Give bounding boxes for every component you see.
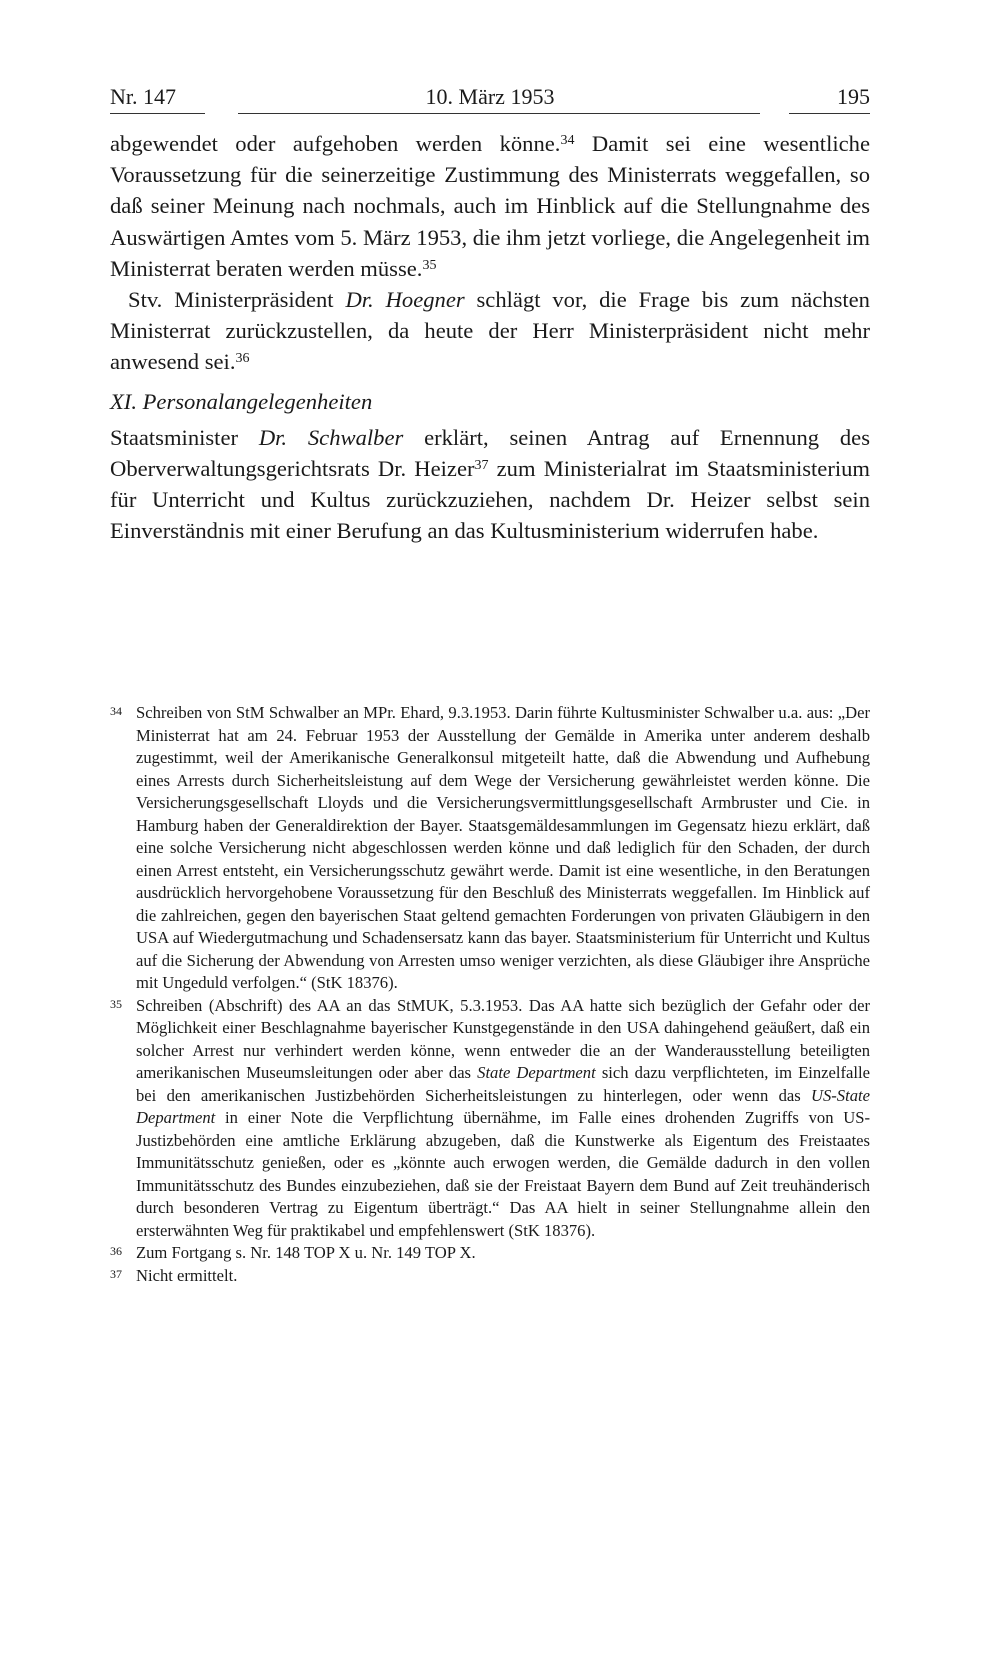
text-run: zum Ministerialrat im Staatsministerium für Unterricht und Kultus zurückzuziehen, nachdem Dr. Heizer selbst sein Einverständnis mit einer Berufung an das Kultusministerium widerrufen habe. — [110, 456, 871, 544]
footnote-text — [136, 996, 870, 1240]
text-run: abgewendet oder aufgehoben werden könne. — [110, 131, 561, 156]
footnote-number: 34 — [110, 704, 122, 718]
document-number: Nr. 147 — [110, 84, 176, 109]
footnote-number: 36 — [110, 1244, 122, 1258]
paragraph — [110, 422, 870, 547]
main-text — [110, 128, 870, 547]
footnote — [110, 1242, 870, 1265]
header-date: 10. März 1953 — [425, 84, 555, 109]
text-run: in einer Note die Verpflichtung übernähme, im Falle eines drohenden Zugriffs von US-Justizbehörden eine amtliche Erklärung abzugeben, daß die Kunstwerke als Eigentum des Freistaates Immunitätsschutz genießen, oder es „könnte auch erwogen werden, die Gemälde dadurch in den vollen Immunitätsschutz des Bundes einzubeziehen, daß sie der Freistaat Bayern dem Bund auf Zeit treuhänderisch durch besonderen Vertrag zu Eigentum überträgt.“ Das AA hielt in seiner Stellungnahme allein den ersterwähnten Weg für praktikabel und empfehlenswert (StK 18376). — [136, 1108, 870, 1240]
text-run: Staatsminister — [110, 424, 259, 450]
speaker-name: Dr. Hoegner — [345, 287, 465, 313]
speaker-name: Dr. Schwalber — [258, 424, 404, 450]
footnote-text: Schreiben von StM Schwalber an MPr. Ehard, 9.3.1953. Darin führte Kultusminister Schwalber u.a. aus: „Der Ministerrat hat am 24. Februar 1953 der Ausstellung der Gemälde in Amerika unter anderem deshalb zugestimmt, weil der Amerikanische Generalkonsul mitgeteilt hatte, daß die Abwendung und Aufhebung eines Arrests durch Sicherheitsleistung auf dem Wege der Versicherung gewährleistet werden könne. Die Versicherungsgesellschaft Lloyds und die Versicherungsvermittlungsgesellschaft Armbruster und Cie. in Hamburg haben der Generaldirektion der Bayer. Staatsgemäldesammlungen im Gegensatz hiezu erklärt, daß eine solche Versicherung nicht abgeschlossen werden könne und daß lediglich für den Schaden, der durch einen Arrest entsteht, ein Versicherungsschutz gewährt werde. Damit ist eine wesentliche, in den Beratungen ausdrücklich hervorgehobene Voraussetzung für den Beschluß des Ministerrats weggefallen. Im Hinblick auf die zahlreichen, gegen den bayerischen Staat geltend gemachten Forderungen von privaten Gläubigern in den USA auf Wiedergutmachung und Schadensersatz kann das bayer. Staatsministerium für Unterricht und Kultus auf die Sicherung der Abwendung von Arresten umso weniger verzichten, als diese Gläubiger ihre Ansprüche mit Ungeduld verfolgen.“ (StK 18376). — [136, 703, 870, 992]
footnote-number: 35 — [110, 996, 122, 1011]
text-run: erklärt, seinen Antrag auf Ernennung des Oberverwaltungsgerichtsrats Dr. Heizer — [110, 424, 870, 482]
header-rule — [110, 113, 205, 114]
italic-term: State Department — [477, 1063, 596, 1082]
footnote-ref[interactable]: 34 — [560, 133, 575, 148]
italic-term: US-State Department — [136, 1085, 870, 1127]
text-run: Schreiben (Abschrift) des AA an das StMUK, 5.3.1953. Das AA hatte sich bezüglich der Gefahr oder der Möglichkeit einer Beschlagnahme bayerischer Kunstgegenstände in den USA dahingehend geäußert, daß ein solcher Arrest nur verhindert werden könne, wenn entweder die an der Wanderausstellung beteiligten amerikanischen Museumsleitungen oder aber das — [136, 995, 870, 1082]
footnote-number: 37 — [110, 1266, 122, 1281]
footnotes — [110, 702, 870, 1287]
text-run: sich dazu verpflichteten, im Einzelfalle bei den amerikanischen Justizbehörden Sicherheitsleistungen zu hinterlegen, oder wenn das — [136, 1063, 870, 1105]
text-run: Stv. Ministerpräsident — [128, 287, 346, 313]
footnote-ref[interactable]: 35 — [422, 257, 437, 273]
footnote-text: Nicht ermittelt. — [136, 1265, 238, 1285]
text-run: schlägt vor, die Frage bis zum nächsten Ministerrat zurückzustellen, da heute der Herr Ministerpräsident nicht mehr anwesend sei. — [110, 287, 870, 375]
footnote-ref[interactable]: 37 — [474, 458, 489, 474]
header-rule — [238, 113, 760, 114]
paragraph — [110, 128, 870, 284]
text-run: Damit sei eine wesentliche Voraussetzung für die seinerzeitige Zustimmung des Ministerrats weggefallen, so daß seiner Meinung nach nochmals, auch im Hinblick auf die Stellungnahme des Auswärtigen Amtes vom 5. März 1953, die ihm jetzt vorliege, die Angelegenheit im Ministerrat beraten werden müsse. — [110, 131, 870, 281]
running-header — [110, 82, 870, 112]
footnote-ref[interactable]: 36 — [235, 351, 250, 367]
page-number: 195 — [837, 84, 870, 109]
footnote — [110, 702, 870, 995]
footnote — [110, 995, 870, 1243]
paragraph — [110, 284, 870, 378]
footnote — [110, 1265, 870, 1288]
header-rule — [789, 113, 870, 114]
footnote-text: Zum Fortgang s. Nr. 148 TOP X u. Nr. 149 TOP X. — [136, 1243, 476, 1262]
section-heading: XI. Personalangelegenheiten — [110, 388, 373, 414]
document-page — [110, 82, 871, 1285]
